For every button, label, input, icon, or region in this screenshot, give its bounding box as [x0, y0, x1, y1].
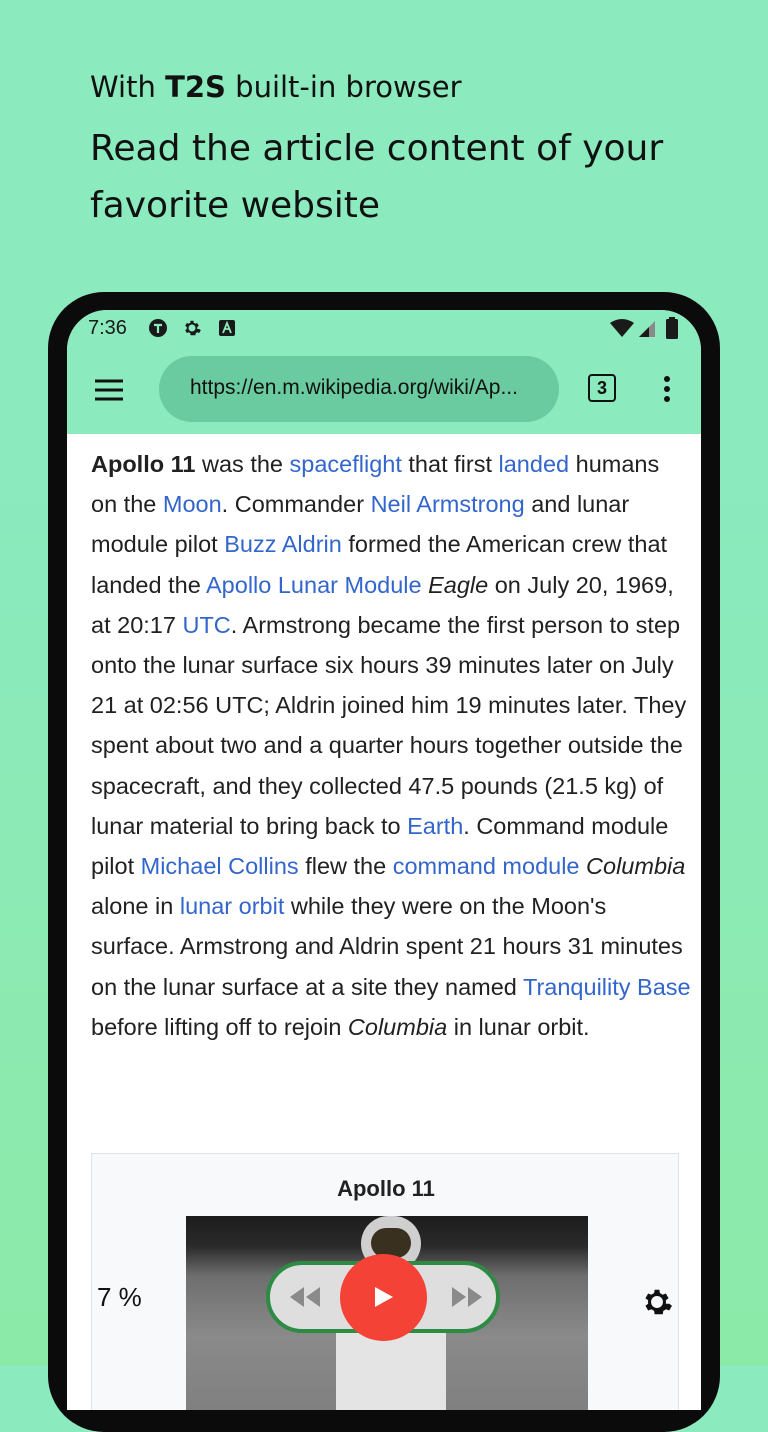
reading-progress-label: 7 %: [97, 1282, 142, 1312]
article-text: was the: [195, 451, 290, 477]
article-link[interactable]: Apollo Lunar Module: [206, 571, 422, 598]
article-text: before lifting off to rejoin: [91, 1013, 348, 1040]
signal-icon: [637, 318, 657, 338]
article-link[interactable]: landed: [498, 451, 570, 477]
infobox-title: Apollo 11: [337, 1176, 435, 1201]
article-link[interactable]: spaceflight: [289, 451, 402, 477]
player-settings-icon[interactable]: [640, 1285, 674, 1319]
article-text: . Command module pilot: [91, 812, 669, 880]
tab-switcher-button[interactable]: 3: [588, 374, 616, 402]
article-text: formed the American crew that landed the: [91, 531, 668, 598]
t2s-app-icon: [148, 318, 168, 338]
a-icon: [217, 318, 237, 338]
article-link[interactable]: Moon: [162, 491, 222, 518]
menu-icon[interactable]: [91, 372, 127, 408]
address-bar-url: https://en.m.wikipedia.org/wiki/Ap...: [190, 376, 518, 399]
article-text: while they were on the Moon's surface. Armstrong and Aldrin spent 21 hours 31 minutes on the lunar surface at a site they named: [91, 893, 683, 1000]
play-button[interactable]: [340, 1254, 427, 1341]
rewind-icon[interactable]: [288, 1285, 322, 1309]
promo-prefix: With: [90, 70, 166, 104]
promo-headline: Read the article content of your favorite website: [90, 128, 664, 226]
promo-subtitle: [90, 70, 462, 104]
battery-icon: [665, 317, 679, 339]
address-bar[interactable]: [159, 356, 559, 422]
phone-screen: [67, 310, 701, 1410]
article-text: and lunar module pilot: [91, 491, 630, 558]
article-body: [91, 444, 691, 1047]
article-text: humans on the: [91, 451, 660, 518]
article-text: that first: [401, 451, 499, 477]
promo-suffix: built-in browser: [225, 70, 462, 104]
article-text: in lunar orbit.: [447, 1013, 590, 1040]
article-link[interactable]: UTC: [182, 611, 231, 638]
article-text: . Commander: [221, 491, 371, 518]
article-link[interactable]: Buzz Aldrin: [224, 531, 342, 558]
article-text: Apollo 11: [91, 451, 196, 477]
article-link[interactable]: Michael Collins: [140, 853, 299, 880]
article-link[interactable]: command module: [392, 853, 580, 880]
article-link[interactable]: Tranquility Base: [522, 973, 691, 1000]
article-text: Columbia: [586, 853, 686, 880]
article-link[interactable]: Earth: [407, 812, 464, 839]
article-text: flew the: [298, 853, 393, 880]
status-time: 7:36: [88, 317, 127, 339]
article-text: alone in: [91, 893, 180, 920]
article-text: . Armstrong became the first person to step onto the lunar surface six hours 39 minutes later on July 21 at 02:56 UTC; Aldrin joined him 19 minutes later. They spent about two and a quarter hours together outside the spacecraft, and they collected 47.5 pounds (21.5 kg) of lunar material to bring back to: [91, 611, 687, 839]
article-text: Eagle: [428, 571, 489, 598]
article-link[interactable]: lunar orbit: [179, 893, 285, 920]
article-link[interactable]: Neil Armstrong: [370, 491, 525, 518]
browser-toolbar: [67, 310, 701, 434]
promo-brand: T2S: [165, 70, 226, 104]
wifi-icon: [609, 318, 635, 338]
gear-icon: [182, 318, 202, 338]
fast-forward-icon[interactable]: [450, 1285, 484, 1309]
article-text: on July 20, 1969, at 20:17: [91, 571, 674, 638]
article-text: Columbia: [347, 1013, 448, 1040]
play-icon: [373, 1285, 395, 1309]
more-options-icon[interactable]: [657, 374, 677, 404]
